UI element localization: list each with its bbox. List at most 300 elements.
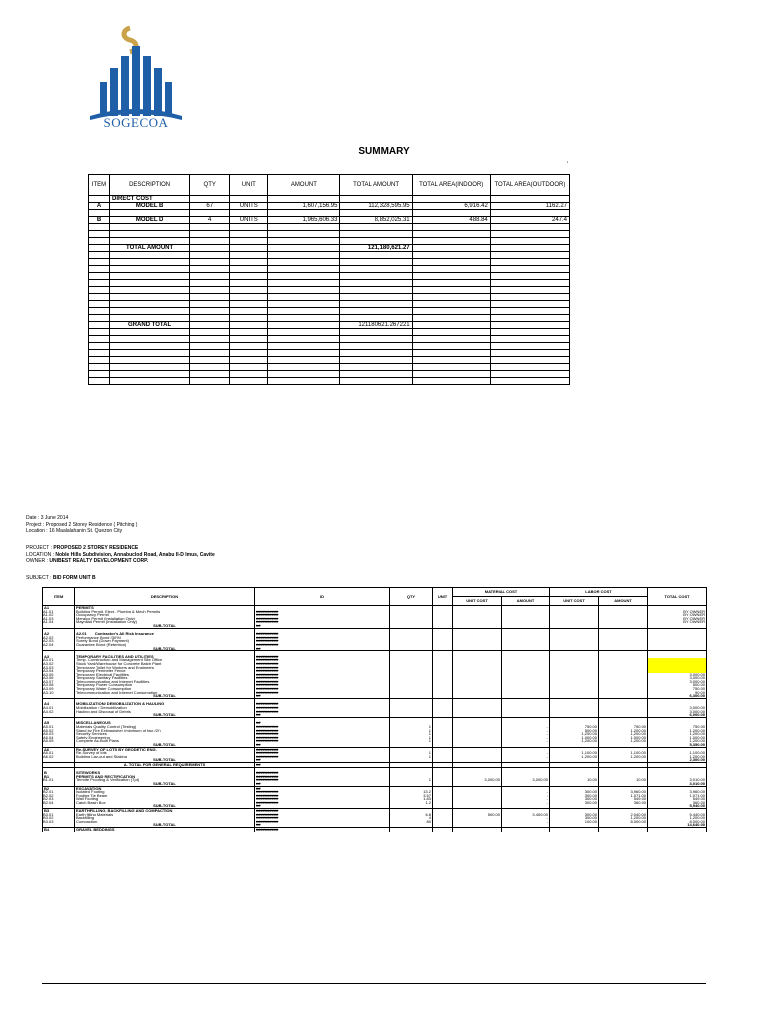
boq-item-cell: A5.03 bbox=[43, 732, 75, 736]
boq-id-cell: ########## bbox=[255, 775, 390, 779]
boq-unit-cell bbox=[433, 828, 453, 832]
boq-qty-cell: 6.8 bbox=[390, 813, 433, 817]
boq-desc-cell: Temporary Sanitary Facilities bbox=[75, 676, 255, 680]
boq-desc-cell: Complete As-Built Plans bbox=[75, 739, 255, 743]
boq-desc-cell: Safety Engineering bbox=[75, 736, 255, 740]
boq-id-cell: ########## bbox=[255, 666, 390, 670]
boq-id-cell: ########## bbox=[255, 639, 390, 643]
boq-total-cell: 3,000.00 bbox=[648, 673, 707, 677]
boq-id-cell: ########## bbox=[255, 751, 390, 755]
boq-id-cell: ## bbox=[255, 786, 390, 790]
boq-item-cell: A5.02 bbox=[43, 729, 75, 733]
boq-id-cell: ########## bbox=[255, 790, 390, 794]
boq-qty-cell: 4 bbox=[390, 816, 433, 820]
boq-qty-cell: 1 bbox=[390, 729, 433, 733]
boq-item-cell: A3.03 bbox=[43, 666, 75, 670]
boq-desc-cell: Temporary Perimeter Fence bbox=[75, 669, 255, 673]
boq-id-cell: ## bbox=[255, 804, 390, 808]
boq-id-cell: ########## bbox=[255, 617, 390, 621]
boq-item-cell: B bbox=[43, 771, 75, 775]
boq-total-cell: 1,000.00 bbox=[648, 736, 707, 740]
boq-desc-cell: Temp. Construction and Management Site Office bbox=[75, 658, 255, 662]
table-row bbox=[89, 217, 570, 224]
boq-total-cell: BY OWNER bbox=[648, 617, 707, 621]
grand-total-value: 121180621.267221 bbox=[340, 322, 412, 329]
boq-qty-cell: 80 bbox=[390, 820, 433, 824]
subject-label: SUBJECT : bbox=[26, 575, 52, 581]
boq-item-cell: A5.01 bbox=[43, 725, 75, 729]
boq-desc-cell: SUB-TOTAL bbox=[75, 694, 255, 698]
boq-item-cell: A3.08 bbox=[43, 683, 75, 687]
boq-item-cell: B2 bbox=[43, 786, 75, 790]
row-b-outdoor: 247.4 bbox=[490, 217, 569, 224]
boq-id-cell: ########## bbox=[255, 706, 390, 710]
boq-item-cell: A3.09 bbox=[43, 687, 75, 691]
boq-item-cell: A2.02 bbox=[43, 636, 75, 640]
boq-qty-cell: 1.2 bbox=[390, 801, 433, 805]
boq-id-cell: ########## bbox=[255, 683, 390, 687]
boq-labor-amt-cell: 1,000.00 bbox=[599, 736, 648, 740]
boq-item-cell: A5.04 bbox=[43, 736, 75, 740]
boq-labor-amt-cell: 1,200.00 bbox=[599, 739, 648, 743]
boq-labor-amt-cell: 1,200.00 bbox=[599, 732, 648, 736]
boq-item-cell: B3.01 bbox=[43, 813, 75, 817]
boq-desc-cell: SUB-TOTAL bbox=[75, 743, 255, 747]
boq-id-cell: ########## bbox=[255, 676, 390, 680]
row-a-indoor: 6,916.42 bbox=[412, 203, 490, 210]
boq-id-cell: ########## bbox=[255, 632, 390, 636]
boq-qty-cell: 1.83 bbox=[390, 797, 433, 801]
boq-header-row-1 bbox=[43, 588, 707, 597]
boq-labor-amt-cell: 1,071.00 bbox=[599, 794, 648, 798]
boq-desc-cell: Security Services bbox=[75, 732, 255, 736]
boq-id-cell: ########## bbox=[255, 794, 390, 798]
boq-total-cell: BY OWNER bbox=[648, 610, 707, 614]
boq-mat-amt-cell: - bbox=[502, 797, 550, 801]
boq-desc-cell: Telecommunication and Internet Consumption bbox=[75, 691, 255, 695]
boq-table bbox=[42, 587, 707, 832]
boq-total-cell: 1,071.00 bbox=[648, 794, 707, 798]
boq-id-cell: ########## bbox=[255, 828, 390, 832]
boq-mat-amt-cell: 3,000.00 bbox=[502, 778, 550, 782]
boq-item-cell: B2.04 bbox=[43, 801, 75, 805]
meta-small bbox=[26, 515, 137, 535]
boq-desc-cell: Guarantee Bond (Retention) bbox=[75, 643, 255, 647]
boq-id-cell: ########## bbox=[255, 747, 390, 751]
boq-desc-cell: Materials Quality Control (Testing) bbox=[75, 725, 255, 729]
boq-total-cell: 5,350.00 bbox=[648, 743, 707, 747]
boq-desc-cell: Temporary Electrical Facilities bbox=[75, 673, 255, 677]
boq-header-material: MATERIAL COST bbox=[453, 588, 550, 597]
boq-desc-cell: Re-Survey of lots bbox=[75, 751, 255, 755]
row-a-total: 112,328,595.95 bbox=[340, 203, 412, 210]
boq-total-cell: 1,100.00 bbox=[648, 751, 707, 755]
boq-labor-amt-cell: 8,000.00 bbox=[599, 820, 648, 824]
boq-labor-uc-cell: 750.00 bbox=[550, 725, 599, 729]
boq-header-lab-amount: AMOUNT bbox=[599, 597, 648, 606]
boq-desc-cell: PERMITS AND RECTIFICATION bbox=[75, 775, 255, 779]
logo-tower-right-3 bbox=[165, 82, 172, 116]
boq-total-cell: 500.00 bbox=[648, 683, 707, 687]
boq-mat-amt-cell: - bbox=[502, 732, 550, 736]
boq-desc-cell: Footing Tie Beam bbox=[75, 794, 255, 798]
boq-labor-uc-cell: 300.00 bbox=[550, 801, 599, 805]
boq-mat-amt-cell: - bbox=[502, 725, 550, 729]
boq-mat-uc-cell bbox=[453, 828, 502, 832]
boq-mat-amt-cell: - bbox=[502, 794, 550, 798]
boq-qty-cell: 3.57 bbox=[390, 794, 433, 798]
boq-total-cell: 3,000.00 bbox=[648, 676, 707, 680]
boq-desc-cell: Isolated Footing bbox=[75, 790, 255, 794]
boq-id-cell: ########## bbox=[255, 643, 390, 647]
boq-item-cell: A2.03 bbox=[43, 639, 75, 643]
boq-body bbox=[43, 606, 707, 832]
boq-total-cell: BY OWNER bbox=[648, 620, 707, 624]
boq-id-cell: ########## bbox=[255, 662, 390, 666]
row-b-qty: 4 bbox=[190, 217, 230, 224]
boq-desc-cell: Earth filling Materials bbox=[75, 813, 255, 817]
boq-mat-uc-cell: 500.00 bbox=[453, 813, 502, 817]
boq-labor-amt-cell: 10.00 bbox=[599, 778, 648, 782]
boq-id-cell: ########## bbox=[255, 613, 390, 617]
boq-mat-amt-cell: - bbox=[502, 729, 550, 733]
boq-desc-cell: GRAVEL BEDDINGS bbox=[75, 828, 255, 832]
boq-total-cell: 750.00 bbox=[648, 687, 707, 691]
boq-desc-cell: Termite Proofing & Verification (Tpt) bbox=[75, 778, 255, 782]
boq-total-cell bbox=[648, 828, 707, 832]
boq-desc-cell: SUB-TOTAL bbox=[75, 823, 255, 827]
boq-item-cell: A1.04 bbox=[43, 620, 75, 624]
meta-project-block bbox=[26, 545, 215, 565]
boq-id-cell: ## bbox=[255, 721, 390, 725]
boq-item-cell: B2.03 bbox=[43, 797, 75, 801]
boq-desc-cell: Temporary Toilet for Workers and Engineers bbox=[75, 666, 255, 670]
boq-qty-cell: 1 bbox=[390, 755, 433, 759]
boq-desc-cell: Surety Bond (Down Payment) bbox=[75, 639, 255, 643]
boq-item-cell: A2.04 bbox=[43, 643, 75, 647]
boq-item-cell: B2.02 bbox=[43, 794, 75, 798]
row-b-indoor: 488.84 bbox=[412, 217, 490, 224]
boq-item-cell: A3.01 bbox=[43, 658, 75, 662]
row-b-total: 8,852,025.31 bbox=[340, 217, 412, 224]
boq-total-cell: 750.00 bbox=[648, 725, 707, 729]
boq-item-cell: B2.01 bbox=[43, 790, 75, 794]
boq-header-unit: UNIT bbox=[433, 588, 453, 606]
boq-desc-cell: Temporary Water Consumption bbox=[75, 687, 255, 691]
boq-item-cell: A3.05 bbox=[43, 673, 75, 677]
subject-value: BID FORM UNIT B bbox=[52, 575, 96, 581]
table-row bbox=[89, 196, 570, 203]
boq-mat-uc-cell: 3,000.00 bbox=[453, 778, 502, 782]
boq-desc-cell: SUB-TOTAL bbox=[75, 713, 255, 717]
boq-item-cell: A1 bbox=[43, 606, 75, 610]
boq-total-cell: 14,640.00 bbox=[648, 823, 707, 827]
boq-id-cell: ########## bbox=[255, 820, 390, 824]
boq-item-cell: B4 bbox=[43, 828, 75, 832]
boq-labor-amt-cell bbox=[599, 828, 648, 832]
boq-total-cell: 3,960.00 bbox=[648, 790, 707, 794]
boq-item-cell: A5 bbox=[43, 721, 75, 725]
boq-item-cell: A1.01 bbox=[43, 610, 75, 614]
boq-id-cell: ## bbox=[255, 743, 390, 747]
boq-item-cell: A5.05 bbox=[43, 739, 75, 743]
boq-item-cell: A6.01 bbox=[43, 751, 75, 755]
boq-total-cell: 360.00 bbox=[648, 801, 707, 805]
boq-desc-cell: SUB-TOTAL bbox=[75, 758, 255, 762]
summary-title: SUMMARY bbox=[358, 146, 410, 157]
boq-total-cell: 549.00 bbox=[648, 797, 707, 801]
boq-item-cell: A3.02 bbox=[43, 662, 75, 666]
boq-id-cell: ## bbox=[255, 782, 390, 786]
boq-id-cell: ########## bbox=[255, 669, 390, 673]
boq-desc-cell: Catch Basin Box bbox=[75, 801, 255, 805]
boq-desc-cell: Wall Footing bbox=[75, 797, 255, 801]
header-amount: AMOUNT bbox=[268, 175, 340, 196]
boq-id-cell: ########## bbox=[255, 801, 390, 805]
boq-labor-uc-cell: 1,000.00 bbox=[550, 736, 599, 740]
boq-item-cell: A1.02 bbox=[43, 613, 75, 617]
boq-item-cell: B1.01 bbox=[43, 778, 75, 782]
boq-id-cell: ########## bbox=[255, 687, 390, 691]
boq-id-cell: ## bbox=[255, 624, 390, 628]
location-value: Noble Hills Subdivision, Annabuclod Road, Anabu II-D Imus, Cavite bbox=[55, 551, 215, 558]
boq-item-cell: A1.03 bbox=[43, 617, 75, 621]
total-amount-value: 121,180,621.27 bbox=[340, 245, 412, 252]
boq-total-cell: 1,200.00 bbox=[648, 739, 707, 743]
logo-tower-left-3 bbox=[100, 82, 107, 116]
boq-id-cell: ## bbox=[255, 758, 390, 762]
boq-code: A2.01 bbox=[76, 632, 87, 636]
boq-labor-amt-cell: 3,960.00 bbox=[599, 790, 648, 794]
boq-header-labor: LABOR COST bbox=[550, 588, 648, 597]
boq-item-cell: A3 bbox=[43, 655, 75, 659]
boq-qty-cell bbox=[390, 828, 433, 832]
boq-header-mat-unit-cost: UNIT COST bbox=[453, 597, 502, 606]
boq-labor-amt-cell: 1,100.00 bbox=[599, 751, 648, 755]
boq-desc-cell: Performance Bond (30%) bbox=[75, 636, 255, 640]
boq-desc-cell: PERMITS bbox=[75, 606, 255, 610]
boq-desc-cell: SUB-TOTAL bbox=[75, 647, 255, 651]
boq-item-cell: A4 bbox=[43, 702, 75, 706]
boq-id-cell: ########## bbox=[255, 739, 390, 743]
boq-header-mat-amount: AMOUNT bbox=[502, 597, 550, 606]
boq-id-cell: ########## bbox=[255, 778, 390, 782]
boq-desc-cell: TEMPORARY FACILITIES AND UTILITIES bbox=[75, 655, 255, 659]
boq-item-cell: A2 bbox=[43, 632, 75, 636]
boq-qty-cell: 1 bbox=[390, 778, 433, 782]
boq-desc-cell: Building Permit, Elect., Plumbg & Mech Permits bbox=[75, 610, 255, 614]
boq-labor-amt-cell: 1,200.00 bbox=[599, 816, 648, 820]
boq-id-cell: ## bbox=[255, 762, 390, 767]
section-row bbox=[43, 828, 707, 832]
boq-desc-cell: Meralco Permit (Installation Only) bbox=[75, 617, 255, 621]
direct-cost-label: DIRECT COST bbox=[110, 196, 190, 203]
boq-id-cell: ########## bbox=[255, 655, 390, 659]
boq-desc-cell: A. TOTAL FOR GENERAL REQUIREMENTS bbox=[75, 762, 255, 767]
boq-labor-uc-cell: 1,200.00 bbox=[550, 739, 599, 743]
boq-labor-uc-cell: 300.00 bbox=[550, 794, 599, 798]
boq-total-cell: 3,010.00 bbox=[648, 782, 707, 786]
boq-item-cell: B3.02 bbox=[43, 816, 75, 820]
boq-desc-text: Contractor's All Risk Insurance bbox=[94, 632, 154, 636]
boq-desc-cell: Hauling and Disposal of Debris bbox=[75, 710, 255, 714]
boq-labor-uc-cell: 1,100.00 bbox=[550, 751, 599, 755]
boq-labor-uc-cell: 1,200.00 bbox=[550, 755, 599, 759]
boq-item-cell: A6.02 bbox=[43, 755, 75, 759]
boq-id-cell: ## bbox=[255, 823, 390, 827]
project-label: PROJECT : bbox=[26, 545, 53, 551]
boq-item-cell: A3.06 bbox=[43, 676, 75, 680]
boq-id-cell: ########## bbox=[255, 809, 390, 813]
boq-id-cell: ########## bbox=[255, 673, 390, 677]
summary-table bbox=[88, 174, 570, 385]
boq-mat-amt-cell: - bbox=[502, 790, 550, 794]
boq-total-cell: 3,000.00 bbox=[648, 710, 707, 714]
boq-desc-cell: MISCELLANEOUS bbox=[75, 721, 255, 725]
boq-labor-uc-cell: 500.00 bbox=[550, 729, 599, 733]
meta-location-small: Location : 16 Maalalahanin St. Quezon City bbox=[26, 528, 123, 534]
boq-desc-cell: SUB-TOTAL bbox=[75, 804, 255, 808]
row-b-amount: 1,965,606.33 bbox=[268, 217, 340, 224]
boq-mat-amt-cell: - bbox=[502, 736, 550, 740]
boq-total-cell: 90.00 bbox=[648, 691, 707, 695]
boq-labor-amt-cell: 1,200.00 bbox=[599, 755, 648, 759]
boq-id-cell: ########## bbox=[255, 702, 390, 706]
total-amount-label: TOTAL AMOUNT bbox=[110, 245, 190, 252]
boq-labor-amt-cell: 1,200.00 bbox=[599, 729, 648, 733]
boq-item-cell: A3.04 bbox=[43, 669, 75, 673]
boq-desc-cell: Maynilad Permit (Installation Only) bbox=[75, 620, 255, 624]
total-amount-row bbox=[89, 245, 570, 252]
boq-id-cell: ########## bbox=[255, 816, 390, 820]
boq-labor-uc-cell: 10.00 bbox=[550, 778, 599, 782]
boq-header-total: TOTAL COST bbox=[648, 588, 707, 606]
boq-mat-amt-cell: - bbox=[502, 816, 550, 820]
boq-desc-cell: SITEWORKS bbox=[75, 771, 255, 775]
boq-mat-amt-cell: - bbox=[502, 820, 550, 824]
boq-header-lab-unit-cost: UNIT COST bbox=[550, 597, 599, 606]
boq-bottom-border bbox=[42, 983, 706, 984]
header-total-area-outdoor: TOTAL AREA(OUTDOOR) bbox=[490, 175, 569, 196]
project-value: PROPOSED 2 STOREY RESIDENCE bbox=[53, 545, 139, 551]
boq-id-cell: ########## bbox=[255, 755, 390, 759]
boq-total-cell: 2,300.00 bbox=[648, 758, 707, 762]
meta-date: Date : 3 June 2014 bbox=[26, 515, 69, 521]
row-a-item: A bbox=[89, 203, 110, 210]
boq-id-cell: ########## bbox=[255, 729, 390, 733]
boq-id-cell: ########## bbox=[255, 680, 390, 684]
boq-id-cell: ########## bbox=[255, 658, 390, 662]
boq-total-cell: 1,200.00 bbox=[648, 816, 707, 820]
boq-id-cell: ########## bbox=[255, 691, 390, 695]
header-description: DESCRIPTION bbox=[110, 175, 190, 196]
boq-id-cell: ########## bbox=[255, 636, 390, 640]
boq-id-cell: ########## bbox=[255, 797, 390, 801]
boq-labor-amt-cell: 750.00 bbox=[599, 725, 648, 729]
boq-header-id: ID bbox=[255, 588, 390, 606]
boq-desc-cell: Mobilization / Demobilization bbox=[75, 706, 255, 710]
boq-id-cell: ## bbox=[255, 713, 390, 717]
boq-id-cell: ########## bbox=[255, 725, 390, 729]
boq-id-cell: ########## bbox=[255, 771, 390, 775]
boq-total-cell: 8,000.00 bbox=[648, 820, 707, 824]
boq-total-cell: 3,000.00 bbox=[648, 680, 707, 684]
boq-item-cell: A3.10 bbox=[43, 691, 75, 695]
grand-total-label: GRAND TOTAL bbox=[110, 322, 190, 329]
owner-value: UNIBEST REALTY DEVELOPMENT CORP. bbox=[49, 558, 149, 564]
row-b-desc: MODEL D bbox=[110, 217, 190, 224]
header-item: ITEM bbox=[89, 175, 110, 196]
meta-subject bbox=[26, 575, 96, 582]
logo-tower-left-2 bbox=[110, 68, 118, 116]
boq-header-qty: QTY bbox=[390, 588, 433, 606]
boq-total-cell: 6,000.00 bbox=[648, 713, 707, 717]
boq-labor-uc-cell: 100.00 bbox=[550, 820, 599, 824]
location-label: LOCATION : bbox=[26, 551, 54, 558]
brand-name: SOGECOA bbox=[103, 115, 169, 130]
boq-item-cell: A4.02 bbox=[43, 710, 75, 714]
boq-mat-amt-cell: - bbox=[502, 751, 550, 755]
boq-mat-amt-cell: - bbox=[502, 801, 550, 805]
summary-header-row bbox=[89, 175, 570, 196]
boq-desc-cell: Compaction bbox=[75, 820, 255, 824]
table-row bbox=[89, 203, 570, 210]
boq-qty-cell: 1 bbox=[390, 736, 433, 740]
header-total-area-indoor: TOTAL AREA(INDOOR) bbox=[412, 175, 490, 196]
boq-item-cell: B3.03 bbox=[43, 820, 75, 824]
boq-desc-cell: EXCAVATION bbox=[75, 786, 255, 790]
boq-qty-cell: 1 bbox=[390, 725, 433, 729]
row-a-desc: MODEL B bbox=[110, 203, 190, 210]
logo-tower-right-1 bbox=[143, 56, 151, 116]
boq-total-cell: 5,440.00 bbox=[648, 813, 707, 817]
header-total-amount: TOTAL AMOUNT bbox=[340, 175, 412, 196]
boq-desc-cell: Temporary Power Consumption bbox=[75, 683, 255, 687]
boq-mat-amt-cell: 3,400.00 bbox=[502, 813, 550, 817]
boq-mat-amt-cell: - bbox=[502, 755, 550, 759]
boq-desc-cell: Building Lay-out and Staking bbox=[75, 755, 255, 759]
row-a-qty: 67 bbox=[190, 203, 230, 210]
boq-mat-amt-cell: - bbox=[502, 739, 550, 743]
boq-labor-uc-cell: 300.00 bbox=[550, 790, 599, 794]
boq-labor-uc-cell bbox=[550, 828, 599, 832]
boq-header-item: ITEM bbox=[43, 588, 75, 606]
grand-total-row bbox=[89, 322, 570, 329]
boq-id-cell: ########## bbox=[255, 610, 390, 614]
boq-desc-cell: SUB-TOTAL bbox=[75, 782, 255, 786]
boq-item-cell: A3.07 bbox=[43, 680, 75, 684]
boq-total-cell: 6,300.00 bbox=[648, 694, 707, 698]
tick-mark: ' bbox=[567, 162, 569, 168]
boq-mat-amt-cell bbox=[502, 828, 550, 832]
boq-labor-amt-cell: 360.00 bbox=[599, 801, 648, 805]
boq-qty-cell: 1 bbox=[390, 751, 433, 755]
boq-labor-amt-cell: 2,040.00 bbox=[599, 813, 648, 817]
logo-tower-center bbox=[132, 46, 140, 116]
boq-id-cell: ########## bbox=[255, 736, 390, 740]
logo-tower-left-1 bbox=[121, 56, 129, 116]
logo-tower-right-2 bbox=[154, 68, 162, 116]
boq-total-cell: 1,200.00 bbox=[648, 732, 707, 736]
boq-labor-uc-cell: 300.00 bbox=[550, 816, 599, 820]
boq-desc-cell: Backfilling bbox=[75, 816, 255, 820]
boq-desc-cell: Occupancy Permit bbox=[75, 613, 255, 617]
boq-item-cell: B3 bbox=[43, 809, 75, 813]
boq-header-description: DESCRIPTION bbox=[75, 588, 255, 606]
row-a-outdoor: 1162.27 bbox=[490, 203, 569, 210]
boq-desc-cell: MOBILIZATION/ DEMOBILIZATION & HAULING bbox=[75, 702, 255, 706]
header-qty: QTY bbox=[190, 175, 230, 196]
